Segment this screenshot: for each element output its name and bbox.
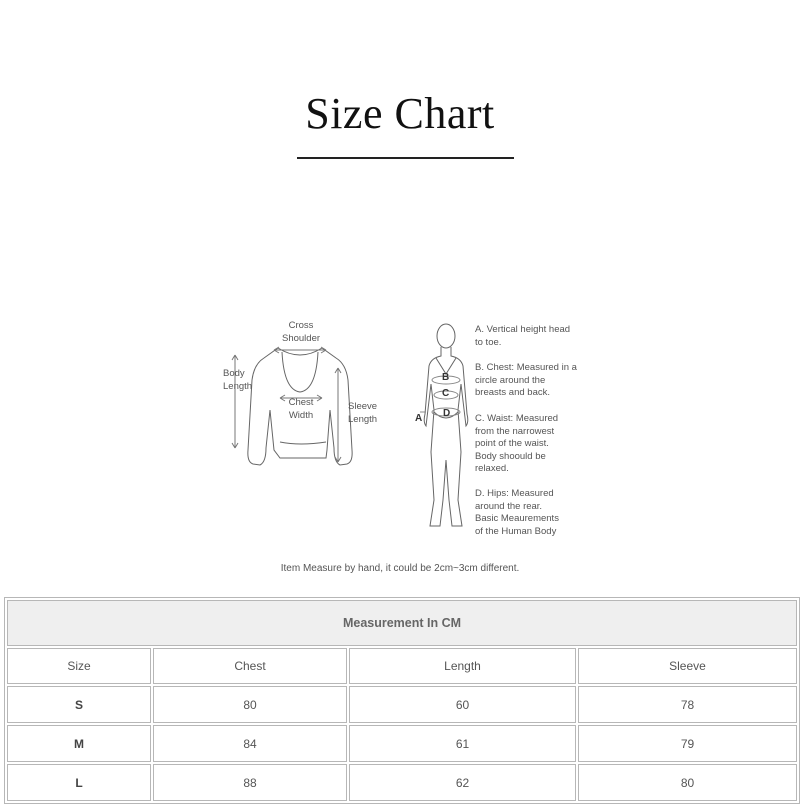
length-cell: 60 [349,686,576,723]
size-cell: M [7,725,151,762]
chest-cell: 84 [153,725,347,762]
header-size: Size [7,648,151,684]
sweater-hem [280,442,326,444]
length-cell: 62 [349,764,576,801]
sleeve-cell: 80 [578,764,797,801]
header-sleeve: Sleeve [578,648,797,684]
table-row [7,764,797,801]
measurement-diagram [0,300,800,590]
page-title: Size Chart [305,89,495,138]
table-caption: Measurement In CM [7,600,797,646]
table-row [7,686,797,723]
table-row [7,725,797,762]
body-letter-c: C [442,388,450,399]
cross-shoulder-label: Cross Shoulder [281,320,321,344]
chest-width-label: Chest Width [288,397,314,421]
size-cell: S [7,686,151,723]
table-header-row [7,648,797,684]
body-letter-a: A [415,413,423,424]
figure-head [437,324,455,348]
sleeve-cell: 78 [578,686,797,723]
sweater-neckline [282,352,318,392]
title-underline [297,157,514,159]
length-cell: 61 [349,725,576,762]
body-letter-d: D [443,408,451,419]
header-length: Length [349,648,576,684]
chest-cell: 88 [153,764,347,801]
measurement-disclaimer: Item Measure by hand, it could be 2cm~3cm different. [280,563,520,574]
note-chest: B. Chest: Measured in a circle around the breasts and back. [475,362,577,398]
sleeve-cell: 79 [578,725,797,762]
chest-cell: 80 [153,686,347,723]
size-cell: L [7,764,151,801]
note-waist: C. Waist: Measured from the narrowest point of the waist. Body shoould be relaxed. [475,413,559,474]
measurement-illustration [0,300,800,590]
body-length-label: Body Length [223,368,253,392]
size-table [4,597,800,804]
header-chest: Chest [153,648,347,684]
body-letter-b: B [442,372,450,383]
note-height: A. Vertical height head to toe. [475,324,571,348]
sleeve-length-label: Sleeve Length [348,401,378,425]
note-hips: D. Hips: Measured around the rear. Basic Meaurements of the Human Body [475,488,559,537]
